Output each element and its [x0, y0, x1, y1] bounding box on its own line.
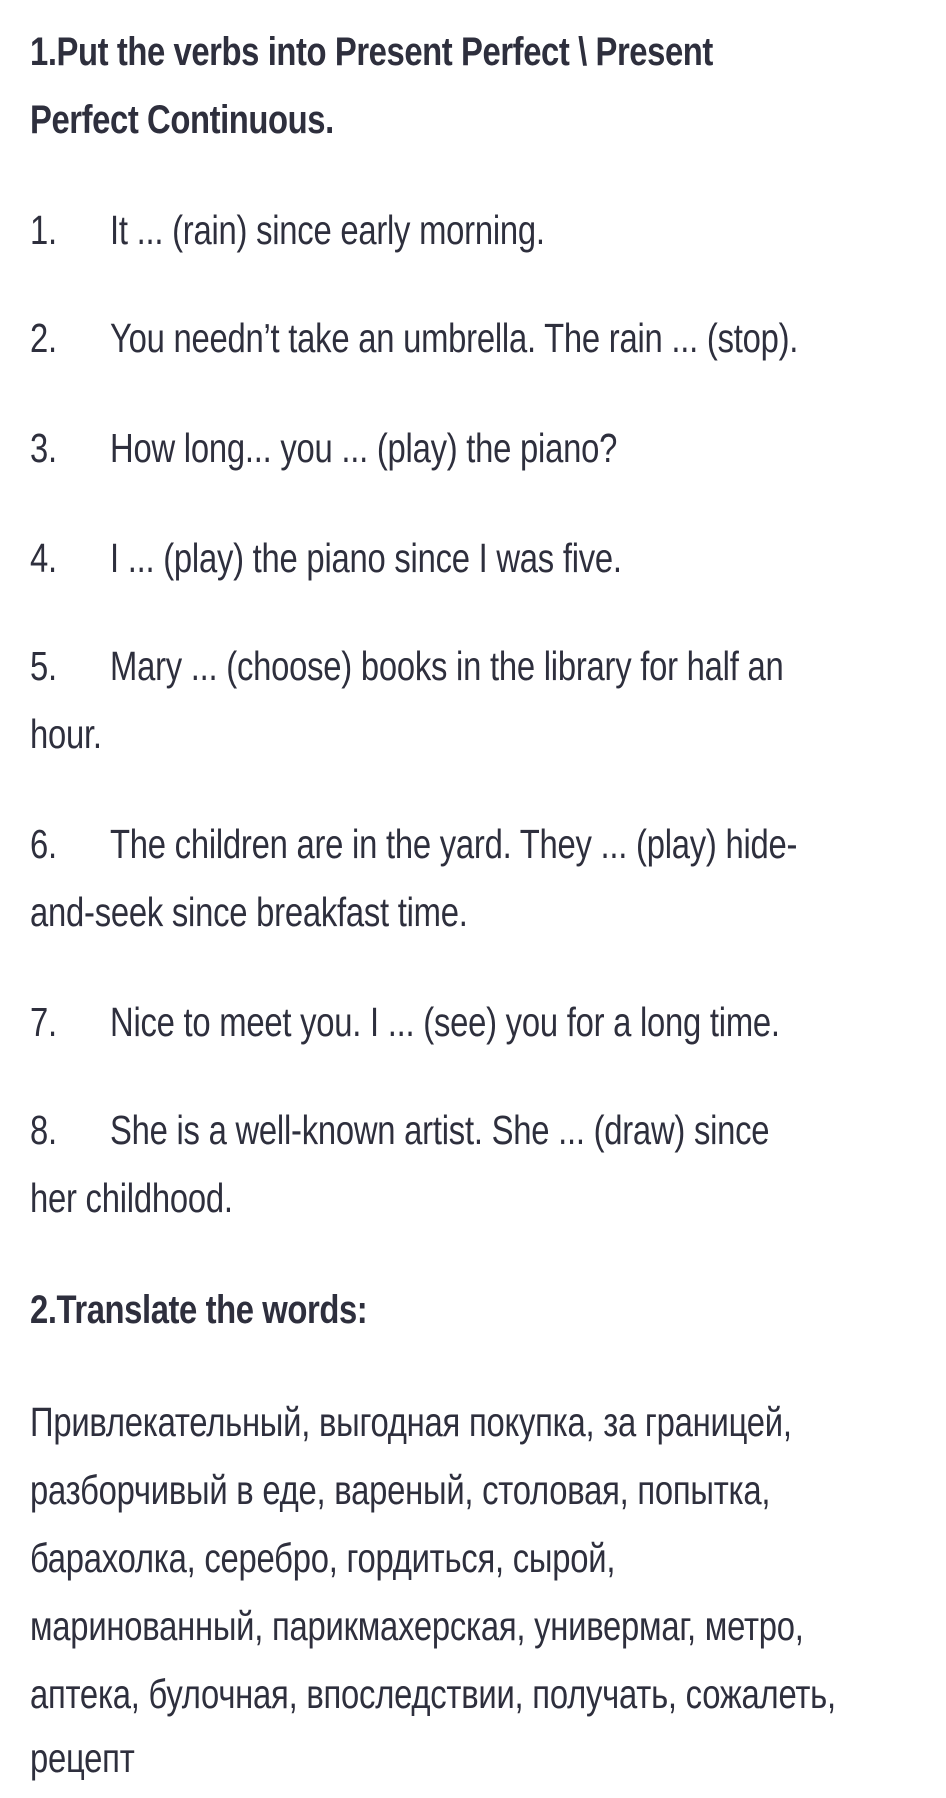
exercise-item-6	[30, 810, 797, 878]
item-text: I ... (play) the piano since I was five.	[110, 535, 622, 581]
item-text: Nice to meet you. I ... (see) you for a long time.	[110, 999, 780, 1045]
exercise-item-1	[30, 196, 545, 264]
item-number: 7.	[30, 999, 57, 1045]
item-text: How long... you ... (play) the piano?	[110, 425, 618, 471]
exercise-item-5	[30, 632, 783, 700]
task2-heading: 2.Translate the words:	[30, 1288, 368, 1332]
translate-words-line: разборчивый в еде, вареный, столовая, попытка,	[30, 1467, 771, 1513]
item-text: She is a well-known artist. She ... (draw) since	[110, 1107, 770, 1153]
item-number: 5.	[30, 643, 57, 689]
item-number: 2.	[30, 315, 57, 361]
item-number: 4.	[30, 535, 57, 581]
exercise-item-8-continued: her childhood.	[30, 1175, 233, 1221]
item-number: 8.	[30, 1107, 57, 1153]
exercise-item-7	[30, 988, 780, 1056]
item-number: 6.	[30, 821, 57, 867]
exercise-item-2	[30, 304, 798, 372]
translate-words-line: рецепт	[30, 1735, 135, 1781]
exercise-item-8	[30, 1096, 769, 1164]
exercise-item-3	[30, 414, 617, 482]
translate-words-line: барахолка, серебро, гордиться, сырой,	[30, 1535, 616, 1581]
translate-words-line: Привлекательный, выгодная покупка, за границей,	[30, 1399, 792, 1445]
item-number: 3.	[30, 425, 57, 471]
task1-heading-line1: 1.Put the verbs into Present Perfect \ Present	[30, 30, 713, 74]
exercise-item-6-continued: and-seek since breakfast time.	[30, 889, 468, 935]
translate-words-line: аптека, булочная, впоследствии, получать, сожалеть,	[30, 1671, 836, 1717]
item-text: Mary ... (choose) books in the library for half an	[110, 643, 784, 689]
item-text: You needn’t take an umbrella. The rain ... (stop).	[110, 315, 799, 361]
task1-heading-line2: Perfect Continuous.	[30, 98, 334, 142]
item-text: It ... (rain) since early morning.	[110, 207, 545, 253]
exercise-item-5-continued: hour.	[30, 711, 102, 757]
item-number: 1.	[30, 207, 57, 253]
translate-words-line: маринованный, парикмахерская, универмаг, метро,	[30, 1603, 804, 1649]
exercise-item-4	[30, 524, 622, 592]
item-text: The children are in the yard. They ... (play) hide-	[110, 821, 798, 867]
